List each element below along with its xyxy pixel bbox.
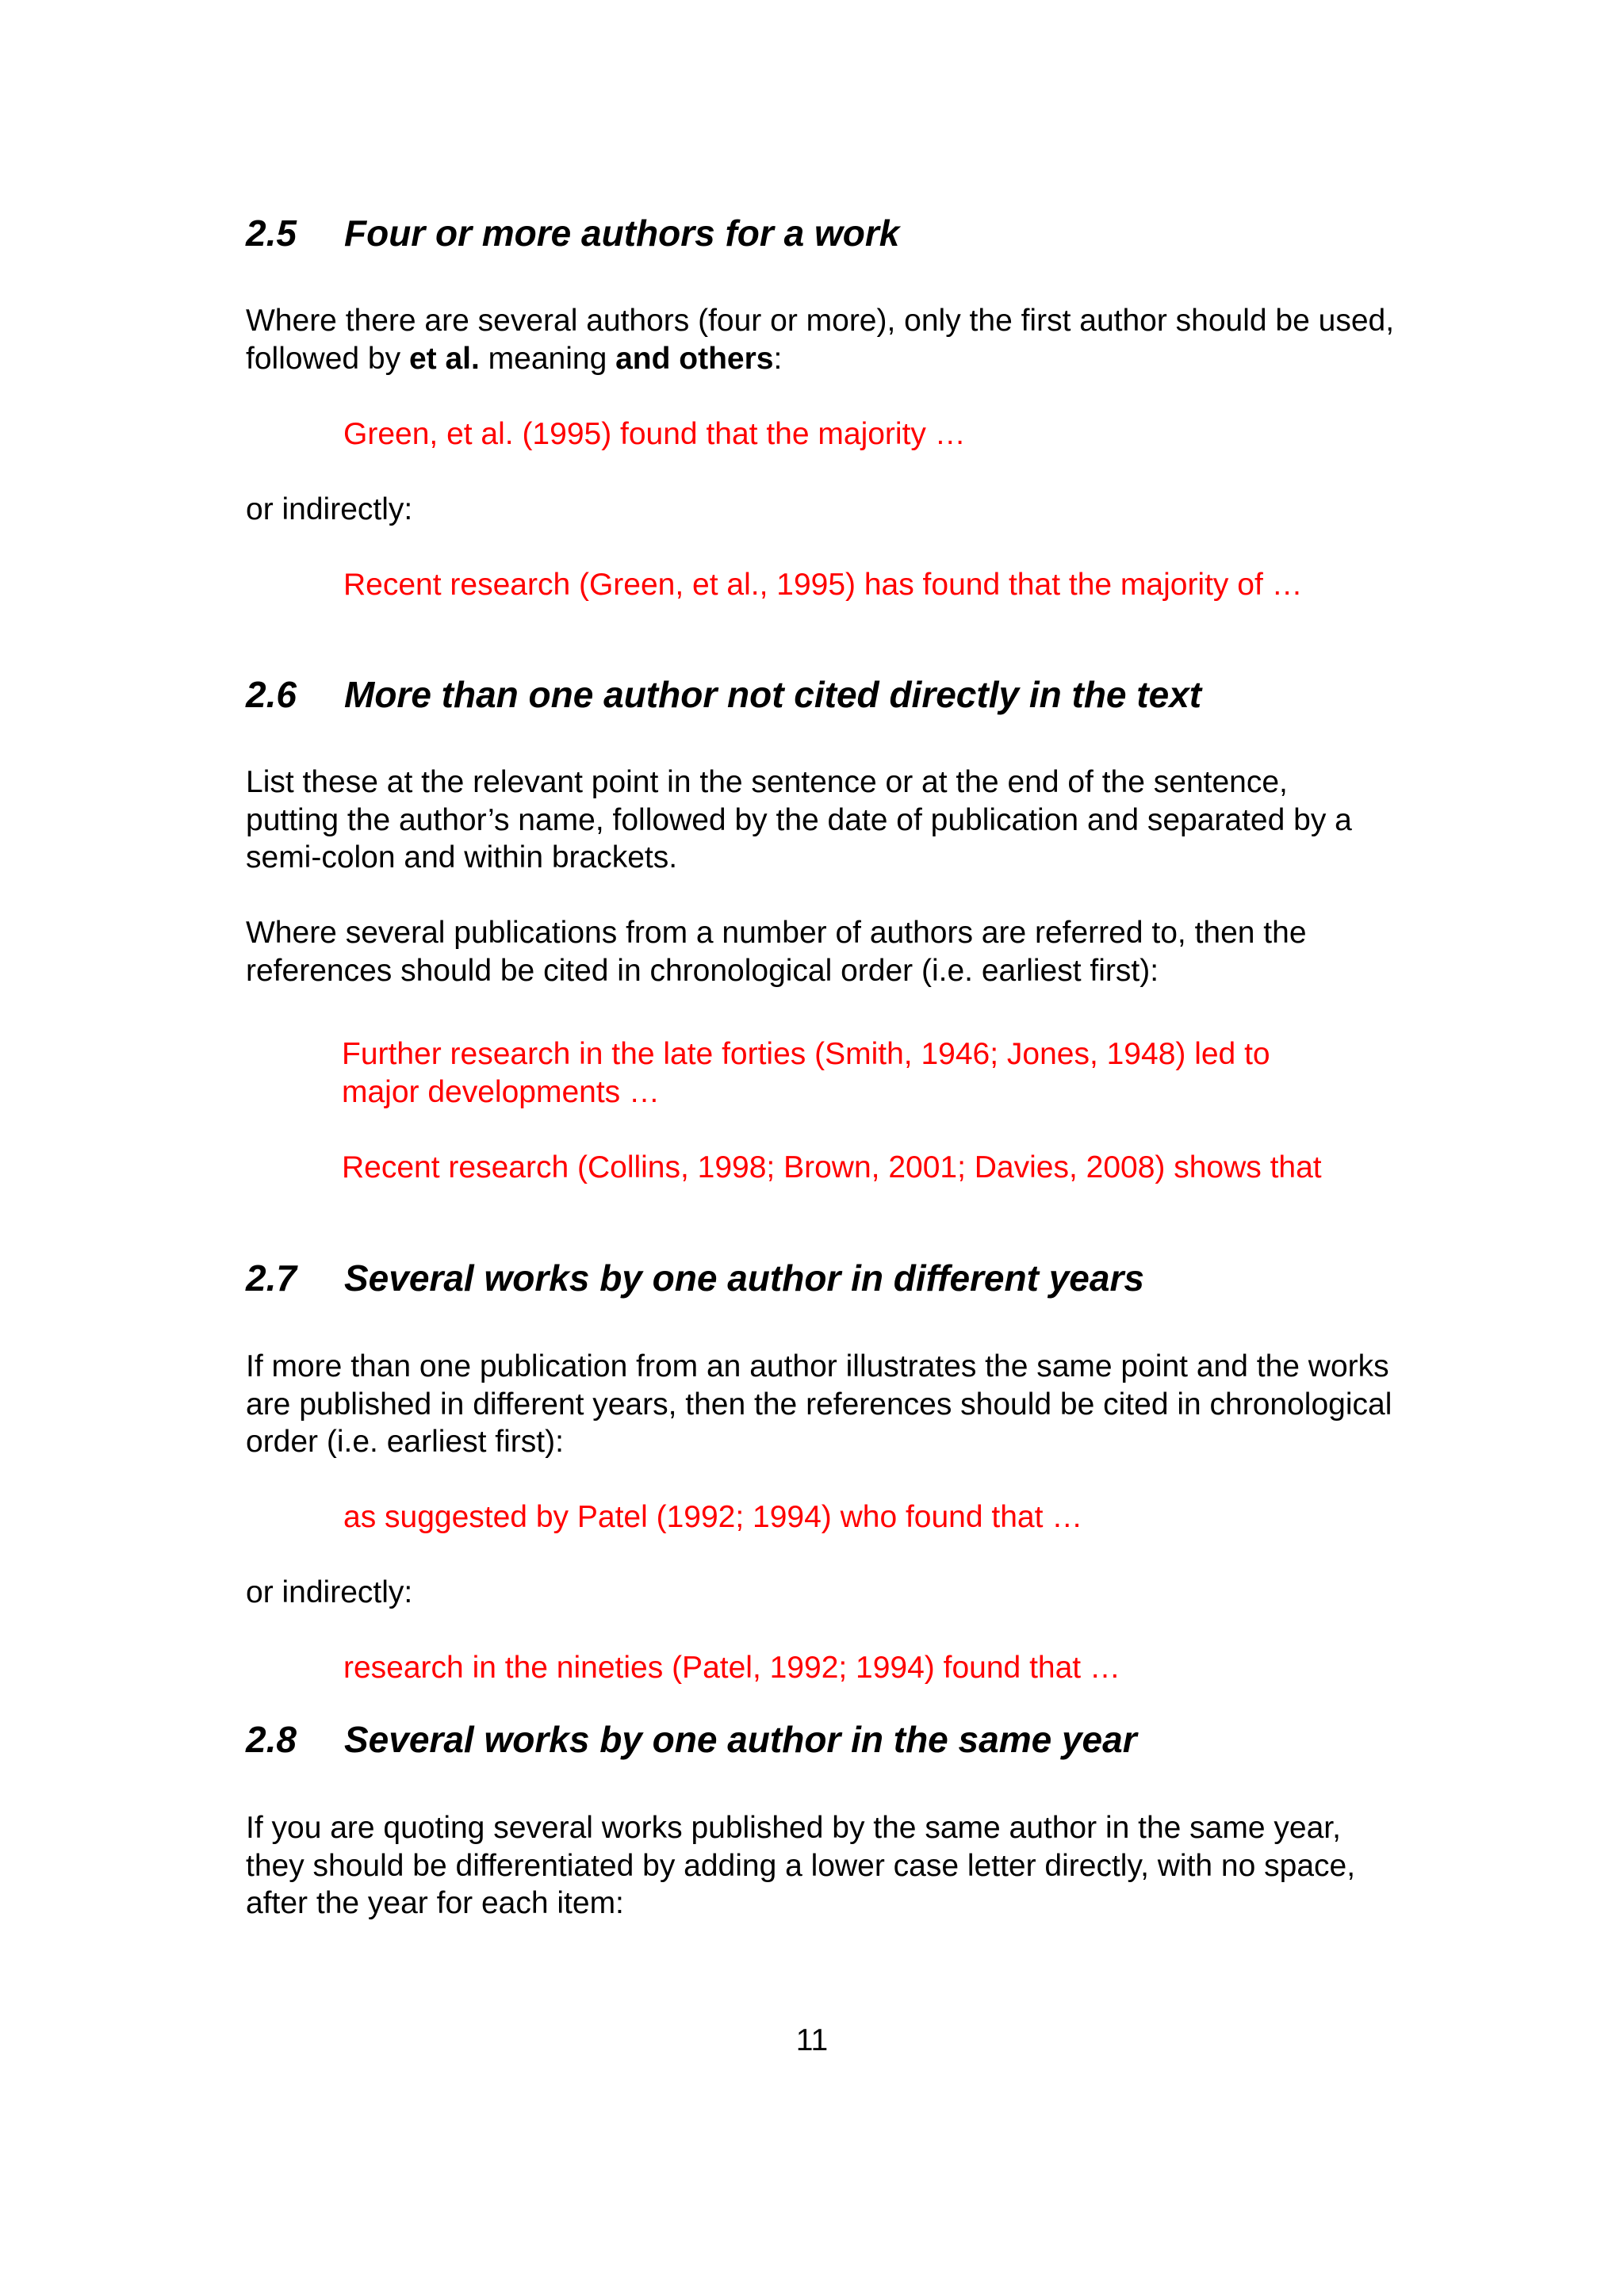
paragraph bbox=[246, 302, 1404, 377]
paragraph-text: : bbox=[773, 341, 783, 376]
citation-example: research in the nineties (Patel, 1992; 1994) found that … bbox=[343, 1651, 1120, 1685]
section-title: Four or more authors for a work bbox=[344, 212, 900, 254]
citation-example: Green, et al. (1995) found that the majority … bbox=[343, 417, 966, 451]
paragraph: or indirectly: bbox=[246, 1575, 413, 1609]
section-number: 2.5 bbox=[246, 212, 297, 254]
section-number: 2.8 bbox=[246, 1719, 297, 1760]
paragraph: or indirectly: bbox=[246, 492, 413, 526]
citation-example: Further research in the late forties (Smith, 1946; Jones, 1948) led to major developments … bbox=[342, 1037, 1270, 1109]
citation-example: Recent research (Green, et al., 1995) has found that the majority of … bbox=[343, 568, 1303, 602]
citation-example: as suggested by Patel (1992; 1994) who found that … bbox=[343, 1500, 1083, 1534]
paragraph: List these at the relevant point in the sentence or at the end of the sentence, putting the author’s name, followed by the date of publication and separated by a semi-colon and within brackets. bbox=[246, 765, 1352, 874]
section-number: 2.6 bbox=[246, 674, 297, 715]
bold-term: et al. bbox=[408, 341, 480, 376]
section-number: 2.7 bbox=[246, 1257, 297, 1299]
paragraph: If more than one publication from an author illustrates the same point and the works are published in different years, then the references should be cited in chronological order (i.e. earliest first): bbox=[246, 1349, 1392, 1459]
section-heading-2-8 bbox=[246, 1717, 1137, 1762]
paragraph-text: meaning bbox=[479, 341, 616, 376]
section-heading-2-5 bbox=[246, 211, 899, 255]
section-heading-2-7 bbox=[246, 1256, 1144, 1300]
page-number: 11 bbox=[795, 2023, 829, 2057]
paragraph: If you are quoting several works published by the same author in the same year, they should be differentiated by adding a lower case letter directly, with no space, after the year for each item: bbox=[246, 1811, 1356, 1920]
section-title: Several works by one author in the same year bbox=[344, 1719, 1137, 1760]
section-heading-2-6 bbox=[246, 672, 1201, 717]
section-title: Several works by one author in different years bbox=[344, 1257, 1144, 1299]
citation-example: Recent research (Collins, 1998; Brown, 2001; Davies, 2008) shows that bbox=[342, 1150, 1322, 1184]
paragraph-text: Where there are several authors (four or more), only the first author should be used, followed by bbox=[246, 304, 1395, 376]
bold-term: and others bbox=[615, 341, 774, 376]
paragraph: Where several publications from a number of authors are referred to, then the references should be cited in chronological order (i.e. earliest first): bbox=[246, 916, 1307, 988]
section-title: More than one author not cited directly in the text bbox=[344, 674, 1202, 715]
